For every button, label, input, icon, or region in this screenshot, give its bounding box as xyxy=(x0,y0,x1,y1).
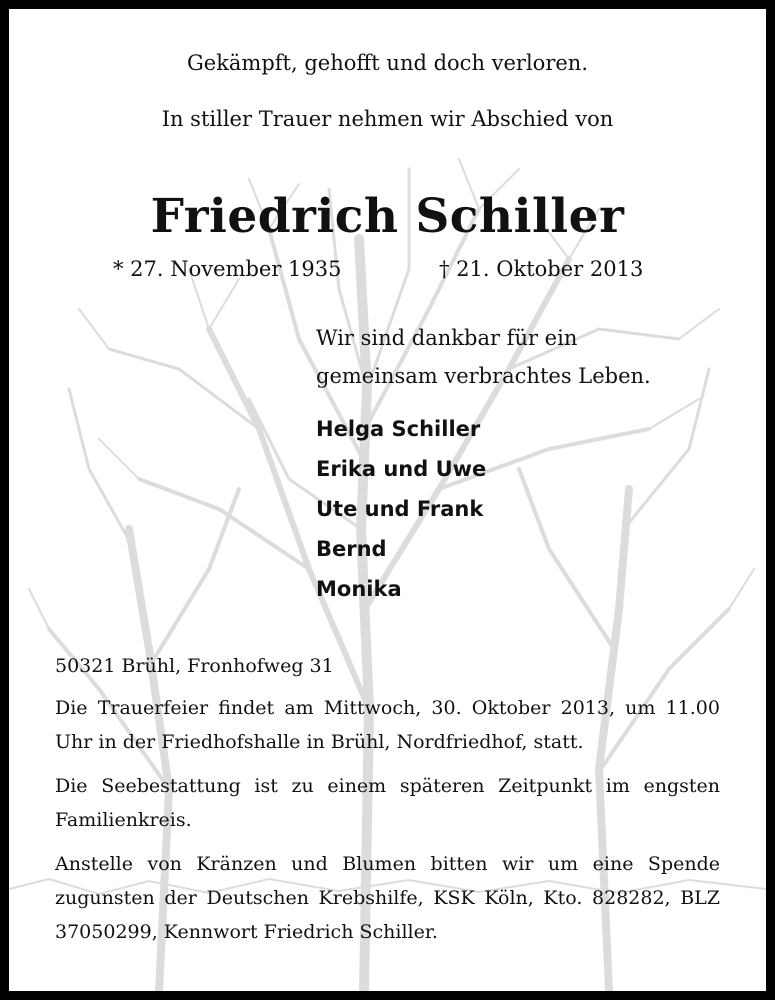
family-member: Monika xyxy=(316,577,402,601)
family-member: Helga Schiller xyxy=(316,417,481,441)
family-member: Bernd xyxy=(316,537,387,561)
donation-info: Anstelle von Kränzen und Blumen bitten wir um eine Spende zugunsten der Deutschen Krebshilfe, KSK Köln, Kto. 828282, BLZ 37050299, Kennwort Friedrich Schiller. xyxy=(55,853,720,943)
family-list xyxy=(316,409,486,609)
death-date: † 21. Oktober 2013 xyxy=(439,257,644,281)
thanks-line: gemeinsam verbrachtes Leben. xyxy=(316,364,651,388)
thanks-line: Wir sind dankbar für ein xyxy=(316,326,578,350)
notice-content xyxy=(9,9,766,991)
family-member: Ute und Frank xyxy=(316,497,484,521)
funeral-info: Die Trauerfeier findet am Mittwoch, 30. Oktober 2013, um 11.00 Uhr in der Friedhofshalle in Brühl, Nordfriedhof, statt. xyxy=(55,697,720,753)
deceased-name: Friedrich Schiller xyxy=(150,189,625,244)
birth-date: * 27. November 1935 xyxy=(113,257,342,281)
family-member: Erika und Uwe xyxy=(316,457,487,481)
burial-info: Die Seebestattung ist zu einem späteren Zeitpunkt im engsten Familienkreis. xyxy=(55,775,720,831)
address: 50321 Brühl, Fronhofweg 31 xyxy=(55,655,334,677)
notice-details xyxy=(55,649,720,959)
intro-line: In stiller Trauer nehmen wir Abschied von xyxy=(161,107,614,131)
thanks-text xyxy=(316,319,651,395)
motto: Gekämpft, gehofft und doch verloren. xyxy=(186,51,588,75)
